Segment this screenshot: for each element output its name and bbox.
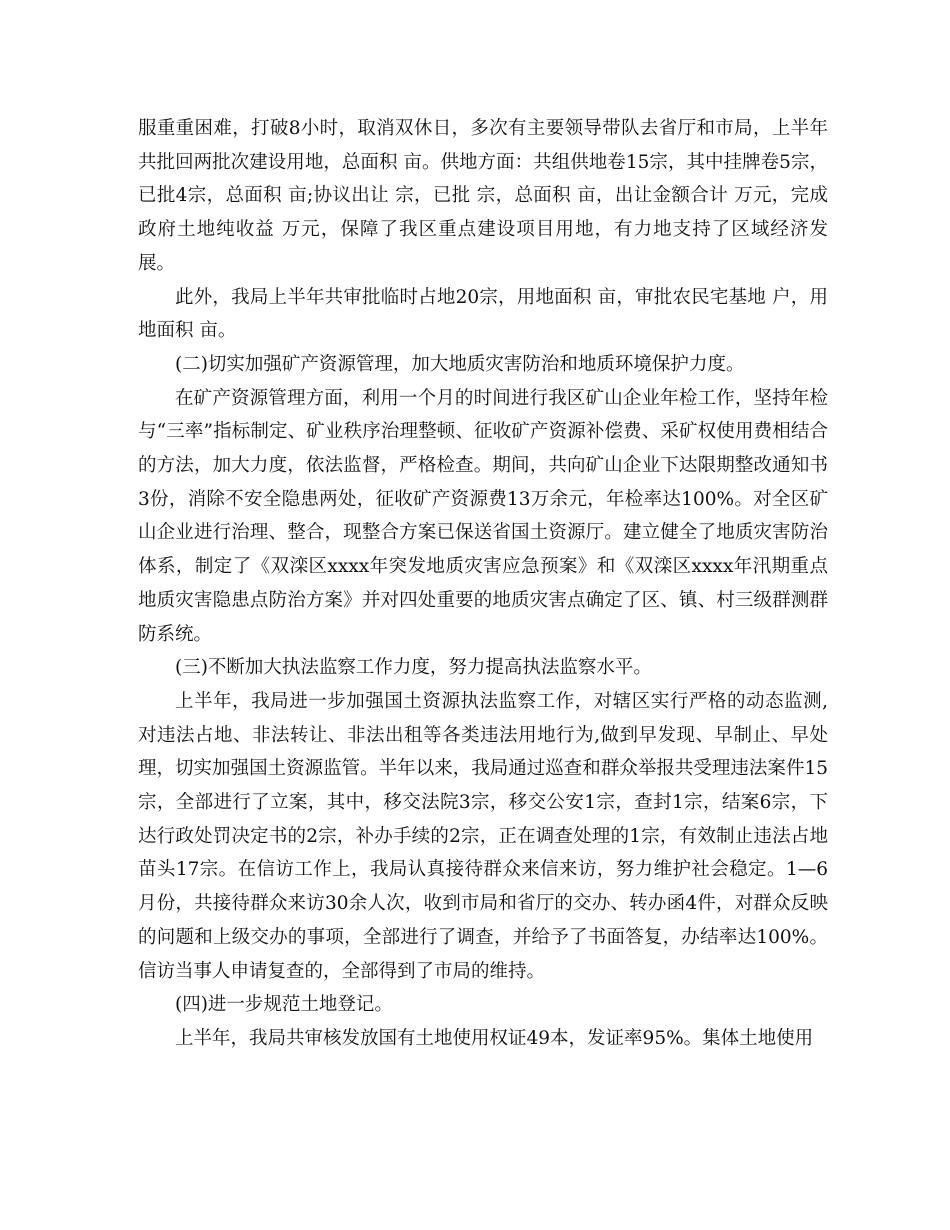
section-heading-law-enforcement: (三)不断加大执法监察工作力度，努力提高执法监察水平。 bbox=[175, 657, 652, 679]
document-page bbox=[138, 112, 828, 1056]
paragraph-mineral-management: 在矿产资源管理方面，利用一个月的时间进行我区矿山企业年检工作，坚持年检与“三率”指标制定、矿业秩序治理整顿、征收矿产资源补偿费、采矿权使用费相结合的方法，加大力度，依法监督，严格检查。期间，共向矿山企业下达限期整改通知书3份，消除不安全隐患两处，征收矿产资源费13万余元，年检率达100%。对全区矿山企业进行治理、整合，现整合方案已保送省国土资源厅。建立健全了地质灾害防治体系，制定了《双滦区xxxx年突发地质灾害应急预案》和《双滦区xxxx年汛期重点地质灾害隐患点防治方案》并对四处重要的地质灾害点确定了区、镇、村三级群测群防系统。 bbox=[138, 387, 828, 645]
paragraph-land-registration: 上半年，我局共审核发放国有土地使用权证49本，发证率95%。集体土地使用 bbox=[175, 1027, 814, 1049]
section-heading-mineral-resources: (二)切实加强矿产资源管理，加大地质灾害防治和地质环境保护力度。 bbox=[175, 353, 745, 375]
section-heading-land-registration: (四)进一步规范土地登记。 bbox=[175, 994, 393, 1016]
paragraph-land-supply: 服重重困难，打破8小时，取消双休日，多次有主要领导带队去省厅和市局，上半年共批回两批次建设用地，总面积 亩。供地方面：共组供地卷15宗，其中挂牌卷5宗，已批4宗，总面积 亩;协议出让 宗，已批 宗，总面积 亩，出让金额合计 万元，完成政府土地纯收益 万元，保障了我区重点建设项目用地，有力地支持了区域经济发展。 bbox=[138, 118, 828, 274]
paragraph-temporary-land: 此外，我局上半年共审批临时占地20宗，用地面积 亩，审批农民宅基地 户，用地面积 亩。 bbox=[138, 286, 828, 342]
paragraph-law-enforcement: 上半年，我局进一步加强国土资源执法监察工作，对辖区实行严格的动态监测,对违法占地、非法转让、非法出租等各类违法用地行为,做到早发现、早制止、早处理，切实加强国土资源监管。半年以来，我局通过巡查和群众举报共受理违法案件15宗，全部进行了立案，其中，移交法院3宗，移交公安1宗，查封1宗，结案6宗，下达行政处罚决定书的2宗，补办手续的2宗，正在调查处理的1宗，有效制止违法占地苗头17宗。在信访工作上，我局认真接待群众来信来访，努力维护社会稳定。1—6月份，共接待群众来访30余人次，收到市局和省厅的交办、转办函4件，对群众反映的问题和上级交办的事项，全部进行了调查，并给予了书面答复，办结率达100%。信访当事人申请复查的，全部得到了市局的维持。 bbox=[138, 690, 828, 982]
